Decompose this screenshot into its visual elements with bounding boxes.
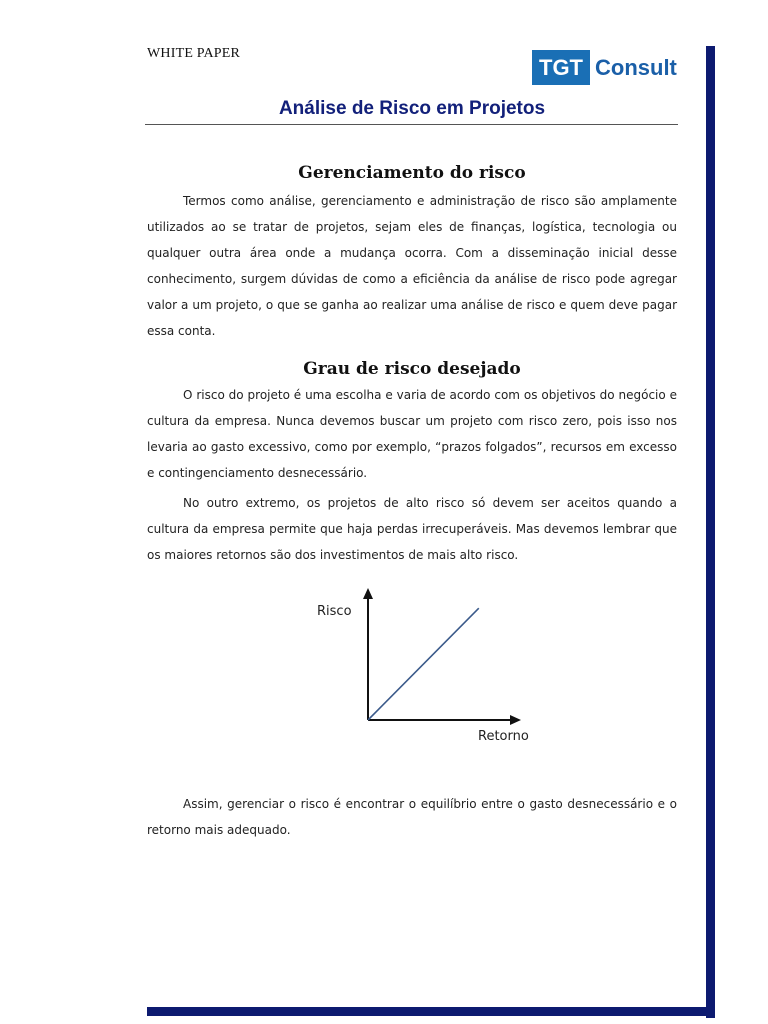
paragraph: No outro extremo, os projetos de alto risco só devem ser aceitos quando a cultura da empresa permite que haja perdas irrecuperáveis. Mas devemos lembrar que os maiores retornos são dos investimentos de mais alto risco.	[147, 496, 677, 562]
x-axis-label: Retorno	[478, 729, 529, 744]
logo-box-text: TGT	[532, 50, 590, 85]
bottom-border-bar	[147, 1007, 715, 1016]
series-line-0	[368, 608, 479, 720]
paragraph: Assim, gerenciar o risco é encontrar o equilíbrio entre o gasto desnecessário e o retorno mais adequado.	[147, 797, 677, 837]
y-axis-label: Risco	[317, 604, 352, 619]
y-axis-arrow-icon	[363, 588, 373, 599]
header-label: WHITE PAPER	[147, 46, 241, 61]
section-heading-gerenciamento: Gerenciamento do risco	[298, 163, 526, 183]
paragraph: O risco do projeto é uma escolha e varia de acordo com os objetivos do negócio e cultura da empresa. Nunca devemos buscar um projeto com risco zero, pois isso nos levaria ao gasto excessivo, como por exemplo, “prazos folgados”, recursos em excesso e contingenciamento desnecessário.	[147, 388, 677, 480]
section-heading-grau: Grau de risco desejado	[303, 359, 521, 379]
paragraph: Termos como análise, gerenciamento e administração de risco são amplamente utilizados ao se tratar de projetos, sejam eles de finanças, logística, tecnologia ou qualquer outra área onde a mudança ocorra. Com a disseminação inicial desse conhecimento, surgem dúvidas de como a eficiência da análise de risco pode agregar valor a um projeto, o que se ganha ao realizar uma análise de risco e quem deve pagar essa conta.	[147, 194, 677, 338]
document-title: Análise de Risco em Projetos	[278, 98, 546, 119]
risk-return-chart	[300, 585, 560, 750]
x-axis-arrow-icon	[510, 715, 521, 725]
title-divider	[145, 124, 678, 125]
logo-text: Consult	[595, 54, 677, 80]
right-border-bar	[706, 46, 715, 1018]
company-logo	[532, 50, 677, 85]
